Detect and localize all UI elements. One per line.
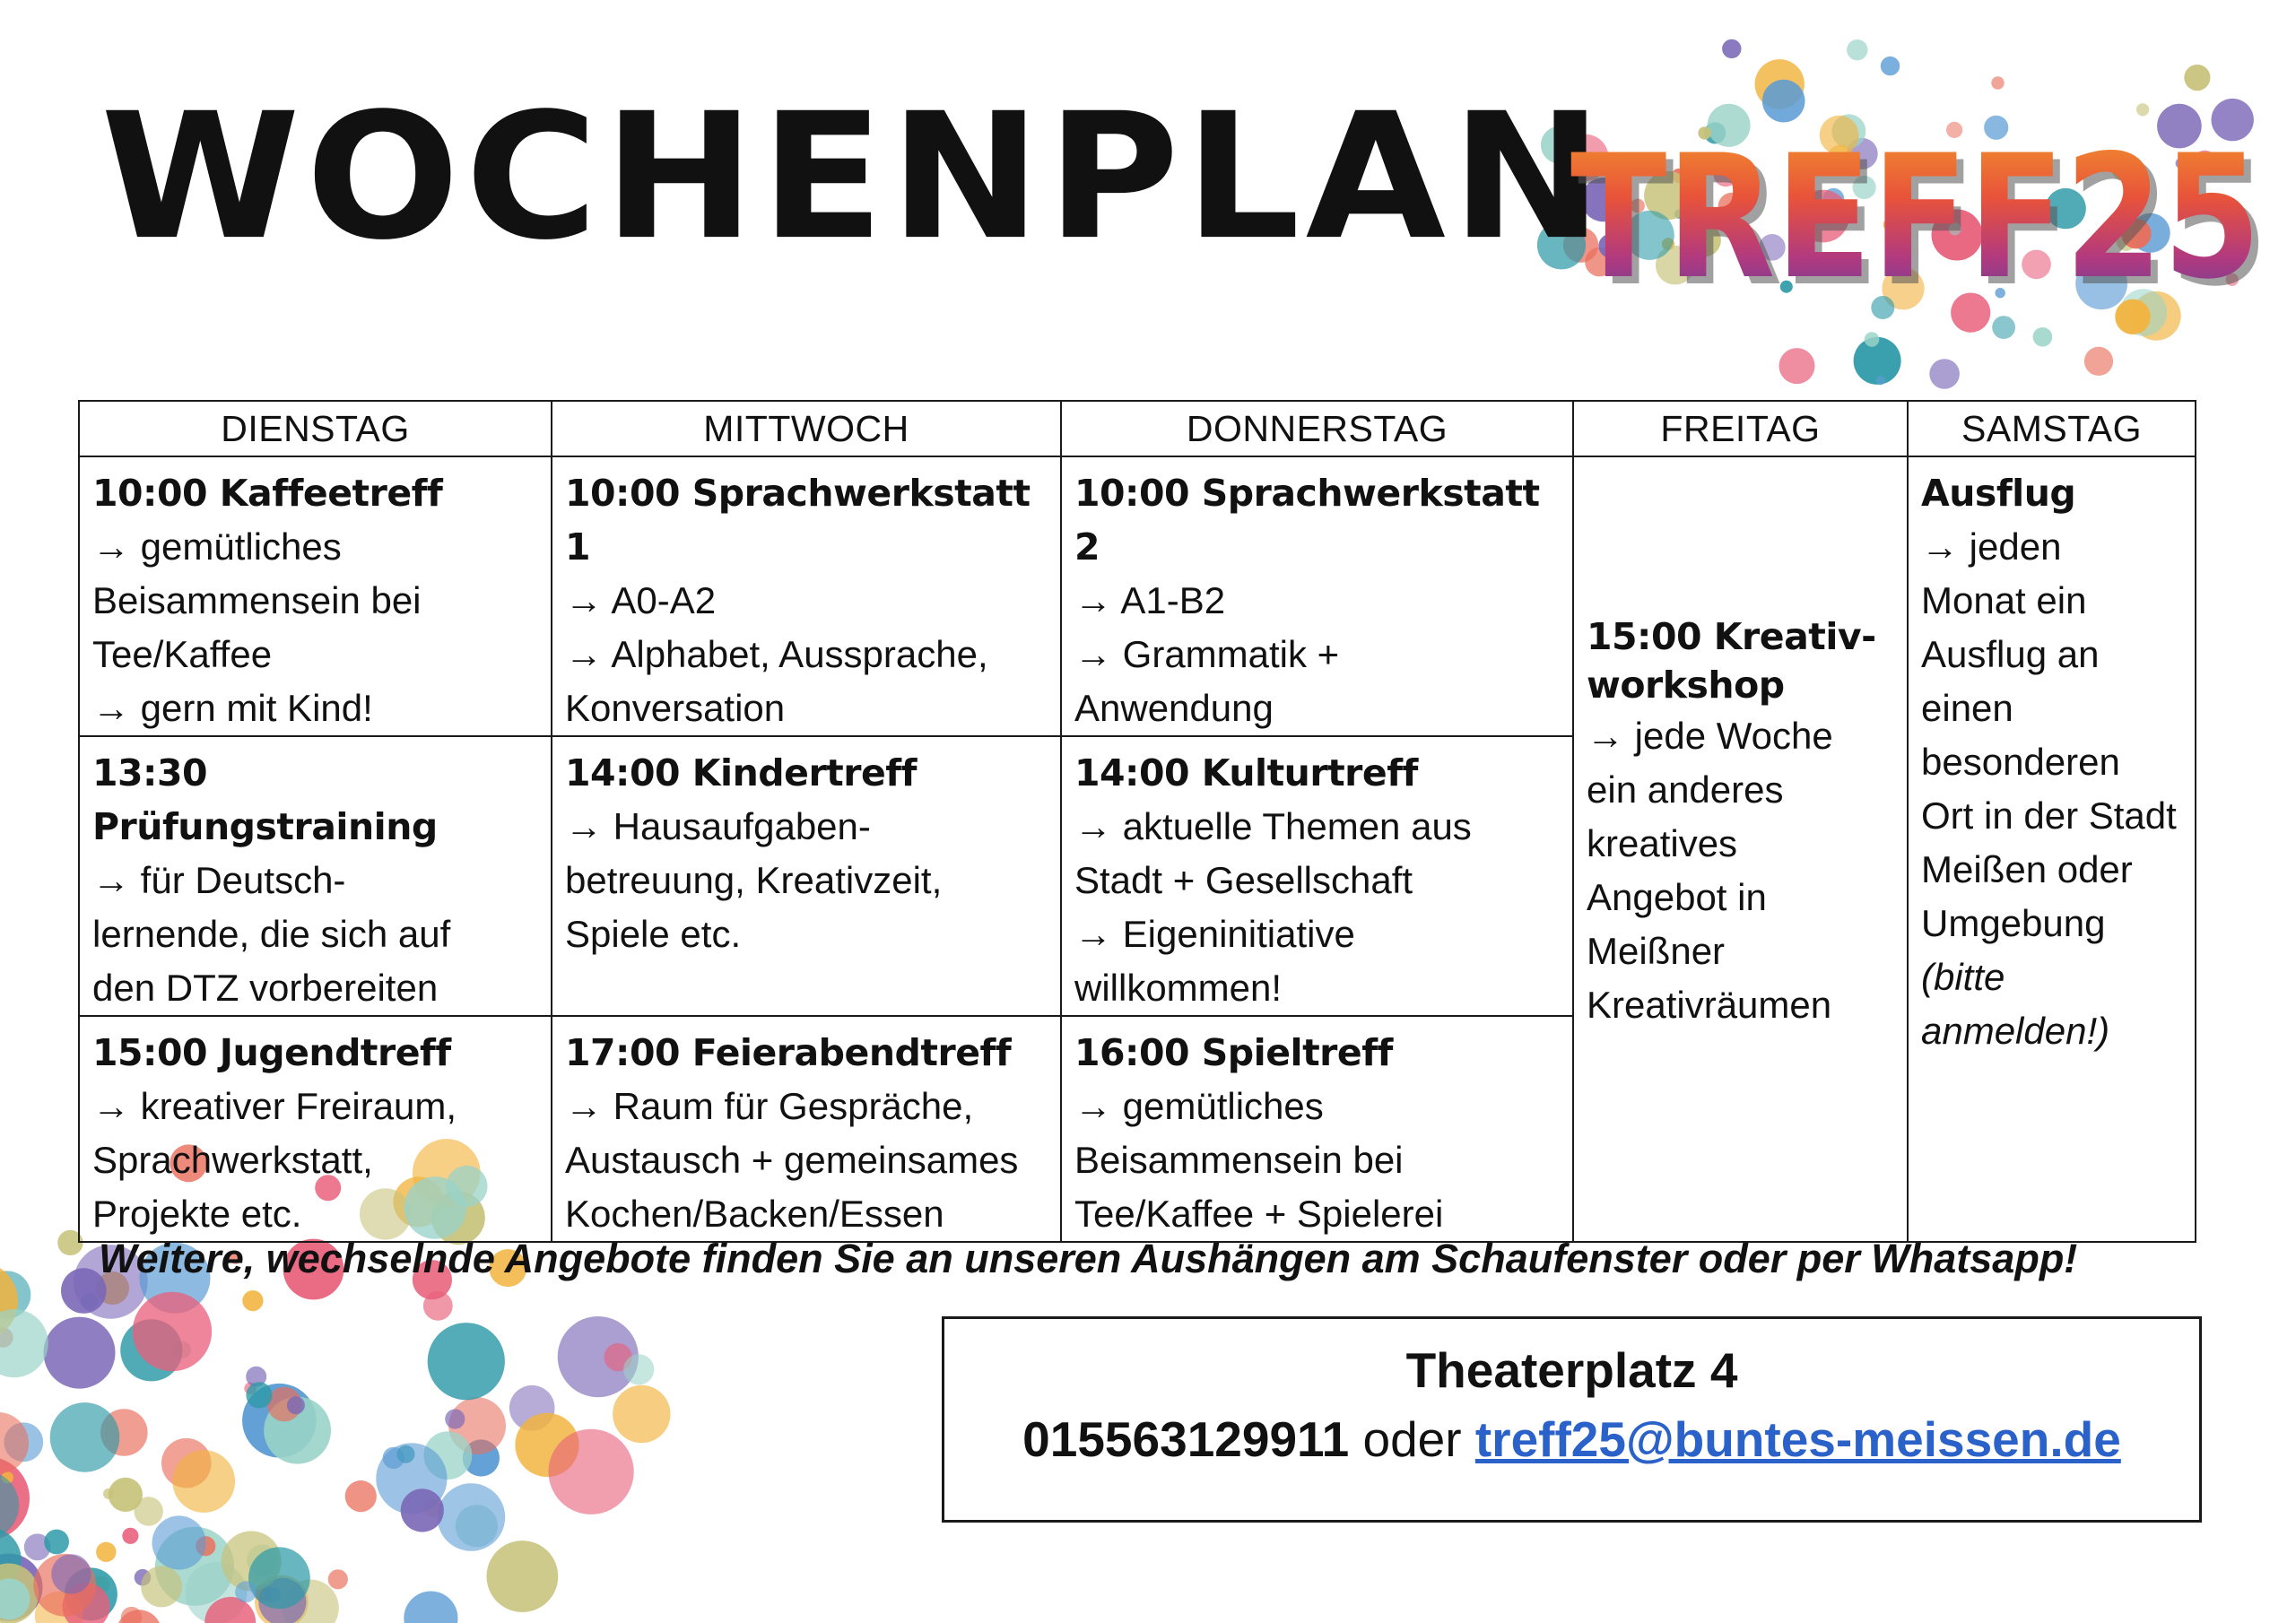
confetti-dot — [549, 1429, 634, 1515]
confetti-dot — [44, 1530, 69, 1555]
svg-text:TREFF25: TREFF25 — [1578, 126, 2268, 323]
event-line: kreatives — [1587, 822, 1738, 864]
event-title: 17:00 Feierabendtreff — [565, 1031, 1012, 1074]
confetti-dot — [1876, 376, 1885, 385]
day-header-samstag: SAMSTAG — [1908, 401, 2196, 456]
event-line: Tee/Kaffee + Spielerei — [1074, 1193, 1444, 1235]
event-line: Beisammensein bei — [92, 579, 422, 621]
confetti-dot — [1847, 39, 1867, 60]
confetti-dot — [44, 1317, 116, 1389]
event-title: 14:00 Kulturtreff — [1074, 751, 1418, 794]
confetti-dot — [242, 1290, 263, 1311]
confetti-dot — [328, 1569, 348, 1589]
confetti-dot — [122, 1528, 138, 1544]
phone-number: 015563129911 — [1022, 1411, 1350, 1467]
confetti-dot — [1779, 348, 1815, 384]
event-line: Kochen/Backen/Essen — [565, 1193, 944, 1235]
event-title: workshop — [1587, 664, 1785, 707]
event-line: Ort in der Stadt — [1921, 794, 2177, 837]
event-line: Kreativräumen — [1587, 984, 1832, 1026]
event-line: Anwendung — [1074, 687, 1274, 729]
confetti-dot — [1722, 39, 1741, 58]
event-cell — [1061, 736, 1573, 1016]
event-line: Sprachwerkstatt, — [92, 1139, 373, 1181]
confetti-dot — [287, 1396, 305, 1414]
contact-box — [942, 1316, 2202, 1523]
table-row — [79, 456, 2196, 736]
confetti-dot — [235, 1581, 257, 1602]
confetti-dot — [613, 1385, 670, 1443]
event-line: lernende, die sich auf — [92, 913, 451, 955]
confetti-dot — [623, 1354, 654, 1384]
event-line: betreuung, Kreativzeit, — [565, 859, 943, 901]
event-line: Meißen oder — [1921, 848, 2133, 890]
day-header-freitag: FREITAG — [1573, 401, 1908, 456]
event-title: 15:00 Jugendtreff — [92, 1031, 451, 1074]
event-note: anmelden!) — [1921, 1010, 2110, 1052]
day-header-mittwoch: MITTWOCH — [552, 401, 1061, 456]
confetti-dot — [96, 1542, 116, 1562]
event-line: Umgebung — [1921, 902, 2106, 944]
event-line: → Grammatik + — [1074, 633, 1340, 675]
event-line: → A0-A2 — [565, 579, 717, 621]
event-line: einen — [1921, 687, 2013, 729]
event-line: ein anderes — [1587, 768, 1784, 811]
confetti-dot — [1865, 332, 1880, 347]
event-cell — [552, 736, 1061, 1016]
event-title: 10:00 Kaffeetreff — [92, 472, 443, 515]
event-line: Austausch + gemeinsames — [565, 1139, 1019, 1181]
event-line: Beisammensein bei — [1074, 1139, 1404, 1181]
event-title: 15:00 Kreativ- — [1587, 615, 1876, 658]
event-title: 13:30 Prüfungstraining — [92, 751, 438, 848]
day-header-dienstag: DIENSTAG — [79, 401, 552, 456]
event-line: → für Deutsch- — [92, 859, 346, 901]
confetti-dot — [2184, 65, 2210, 91]
confetti-dot — [1881, 56, 1900, 75]
event-line: besonderen — [1921, 741, 2120, 783]
confetti-dot — [50, 1402, 120, 1472]
contact-line — [944, 1403, 2199, 1475]
event-line: Monat ein — [1921, 579, 2087, 621]
schedule-header-row — [79, 401, 2196, 456]
confetti-dot — [135, 1497, 163, 1525]
event-title: 14:00 Kindertreff — [565, 751, 917, 794]
address: Theaterplatz 4 — [1405, 1342, 1738, 1398]
event-cell — [1061, 1016, 1573, 1242]
confetti-dot — [0, 1412, 29, 1474]
event-cell-samstag — [1908, 456, 2196, 1242]
event-line: Angebot in — [1587, 876, 1767, 918]
event-cell — [79, 736, 552, 1016]
confetti-dot — [152, 1515, 206, 1569]
event-title: Ausflug — [1921, 472, 2076, 515]
event-cell — [552, 1016, 1061, 1242]
event-line: → Hausaufgaben- — [565, 805, 871, 847]
event-line: Ausflug an — [1921, 633, 2100, 675]
event-line: willkommen! — [1074, 967, 1283, 1009]
confetti-dot — [401, 1488, 444, 1532]
confetti-dot — [0, 1309, 48, 1377]
confetti-dot — [121, 1607, 143, 1623]
confetti-dot — [445, 1409, 465, 1428]
event-line: den DTZ vorbereiten — [92, 967, 439, 1009]
schedule-table — [78, 400, 2196, 1243]
confetti-dot — [248, 1547, 310, 1609]
event-cell — [79, 456, 552, 736]
event-cell — [552, 456, 1061, 736]
confetti-dot — [51, 1554, 91, 1593]
event-cell-freitag — [1573, 456, 1908, 1242]
confetti-dot — [487, 1541, 559, 1612]
event-title: 10:00 Sprachwerkstatt 2 — [1074, 472, 1540, 568]
confetti-dot — [141, 1566, 182, 1607]
event-line: → gern mit Kind! — [92, 687, 373, 729]
event-line: → Alphabet, Aussprache, — [565, 633, 988, 675]
event-line: → aktuelle Themen aus — [1074, 805, 1472, 847]
confetti-dot — [438, 1483, 506, 1551]
event-line: Konversation — [565, 687, 786, 729]
contact-separator: oder — [1349, 1411, 1475, 1467]
confetti-dot — [133, 1292, 212, 1371]
event-title: 16:00 Spieltreff — [1074, 1031, 1393, 1074]
event-note: (bitte — [1921, 956, 2005, 998]
event-line: Meißner — [1587, 930, 1726, 972]
footer-note: Weitere, wechselnde Angebote finden Sie an unseren Aushängen am Schaufenster oder per Whatsapp! — [99, 1236, 2078, 1281]
confetti-dot — [246, 1382, 272, 1408]
event-cell — [79, 1016, 552, 1242]
svg-text:TREFF25: TREFF25 — [1570, 118, 2261, 317]
confetti-dot — [1991, 76, 2004, 89]
event-line: Tee/Kaffee — [92, 633, 273, 675]
treff25-logo-icon — [1565, 108, 2283, 323]
confetti-dot — [172, 1450, 235, 1513]
event-title: 10:00 Sprachwerkstatt 1 — [565, 472, 1031, 568]
event-line: Spiele etc. — [565, 913, 742, 955]
day-header-donnerstag: DONNERSTAG — [1061, 401, 1573, 456]
event-line: → A1-B2 — [1074, 579, 1226, 621]
event-line: → Raum für Gespräche, — [565, 1085, 974, 1127]
email-link[interactable]: treff25@buntes-meissen.de — [1474, 1411, 2121, 1467]
confetti-dot — [2033, 327, 2053, 347]
event-line: → Eigeninitiative — [1074, 913, 1355, 955]
confetti-dot — [428, 1323, 505, 1400]
event-line: → jede Woche — [1587, 715, 1833, 757]
confetti-dot — [404, 1592, 457, 1623]
event-line: Projekte etc. — [92, 1193, 302, 1235]
confetti-dot — [345, 1480, 377, 1512]
event-line: → gemütliches — [1074, 1085, 1324, 1127]
page-title: WOCHENPLAN — [100, 74, 1609, 279]
event-line: → jeden — [1921, 525, 2062, 568]
confetti-dot — [1929, 359, 1960, 389]
event-line: Stadt + Gesellschaft — [1074, 859, 1413, 901]
event-cell — [1061, 456, 1573, 736]
event-line: → gemütliches — [92, 525, 342, 568]
event-line: → kreativer Freiraum, — [92, 1085, 457, 1127]
confetti-dot — [2084, 347, 2113, 376]
